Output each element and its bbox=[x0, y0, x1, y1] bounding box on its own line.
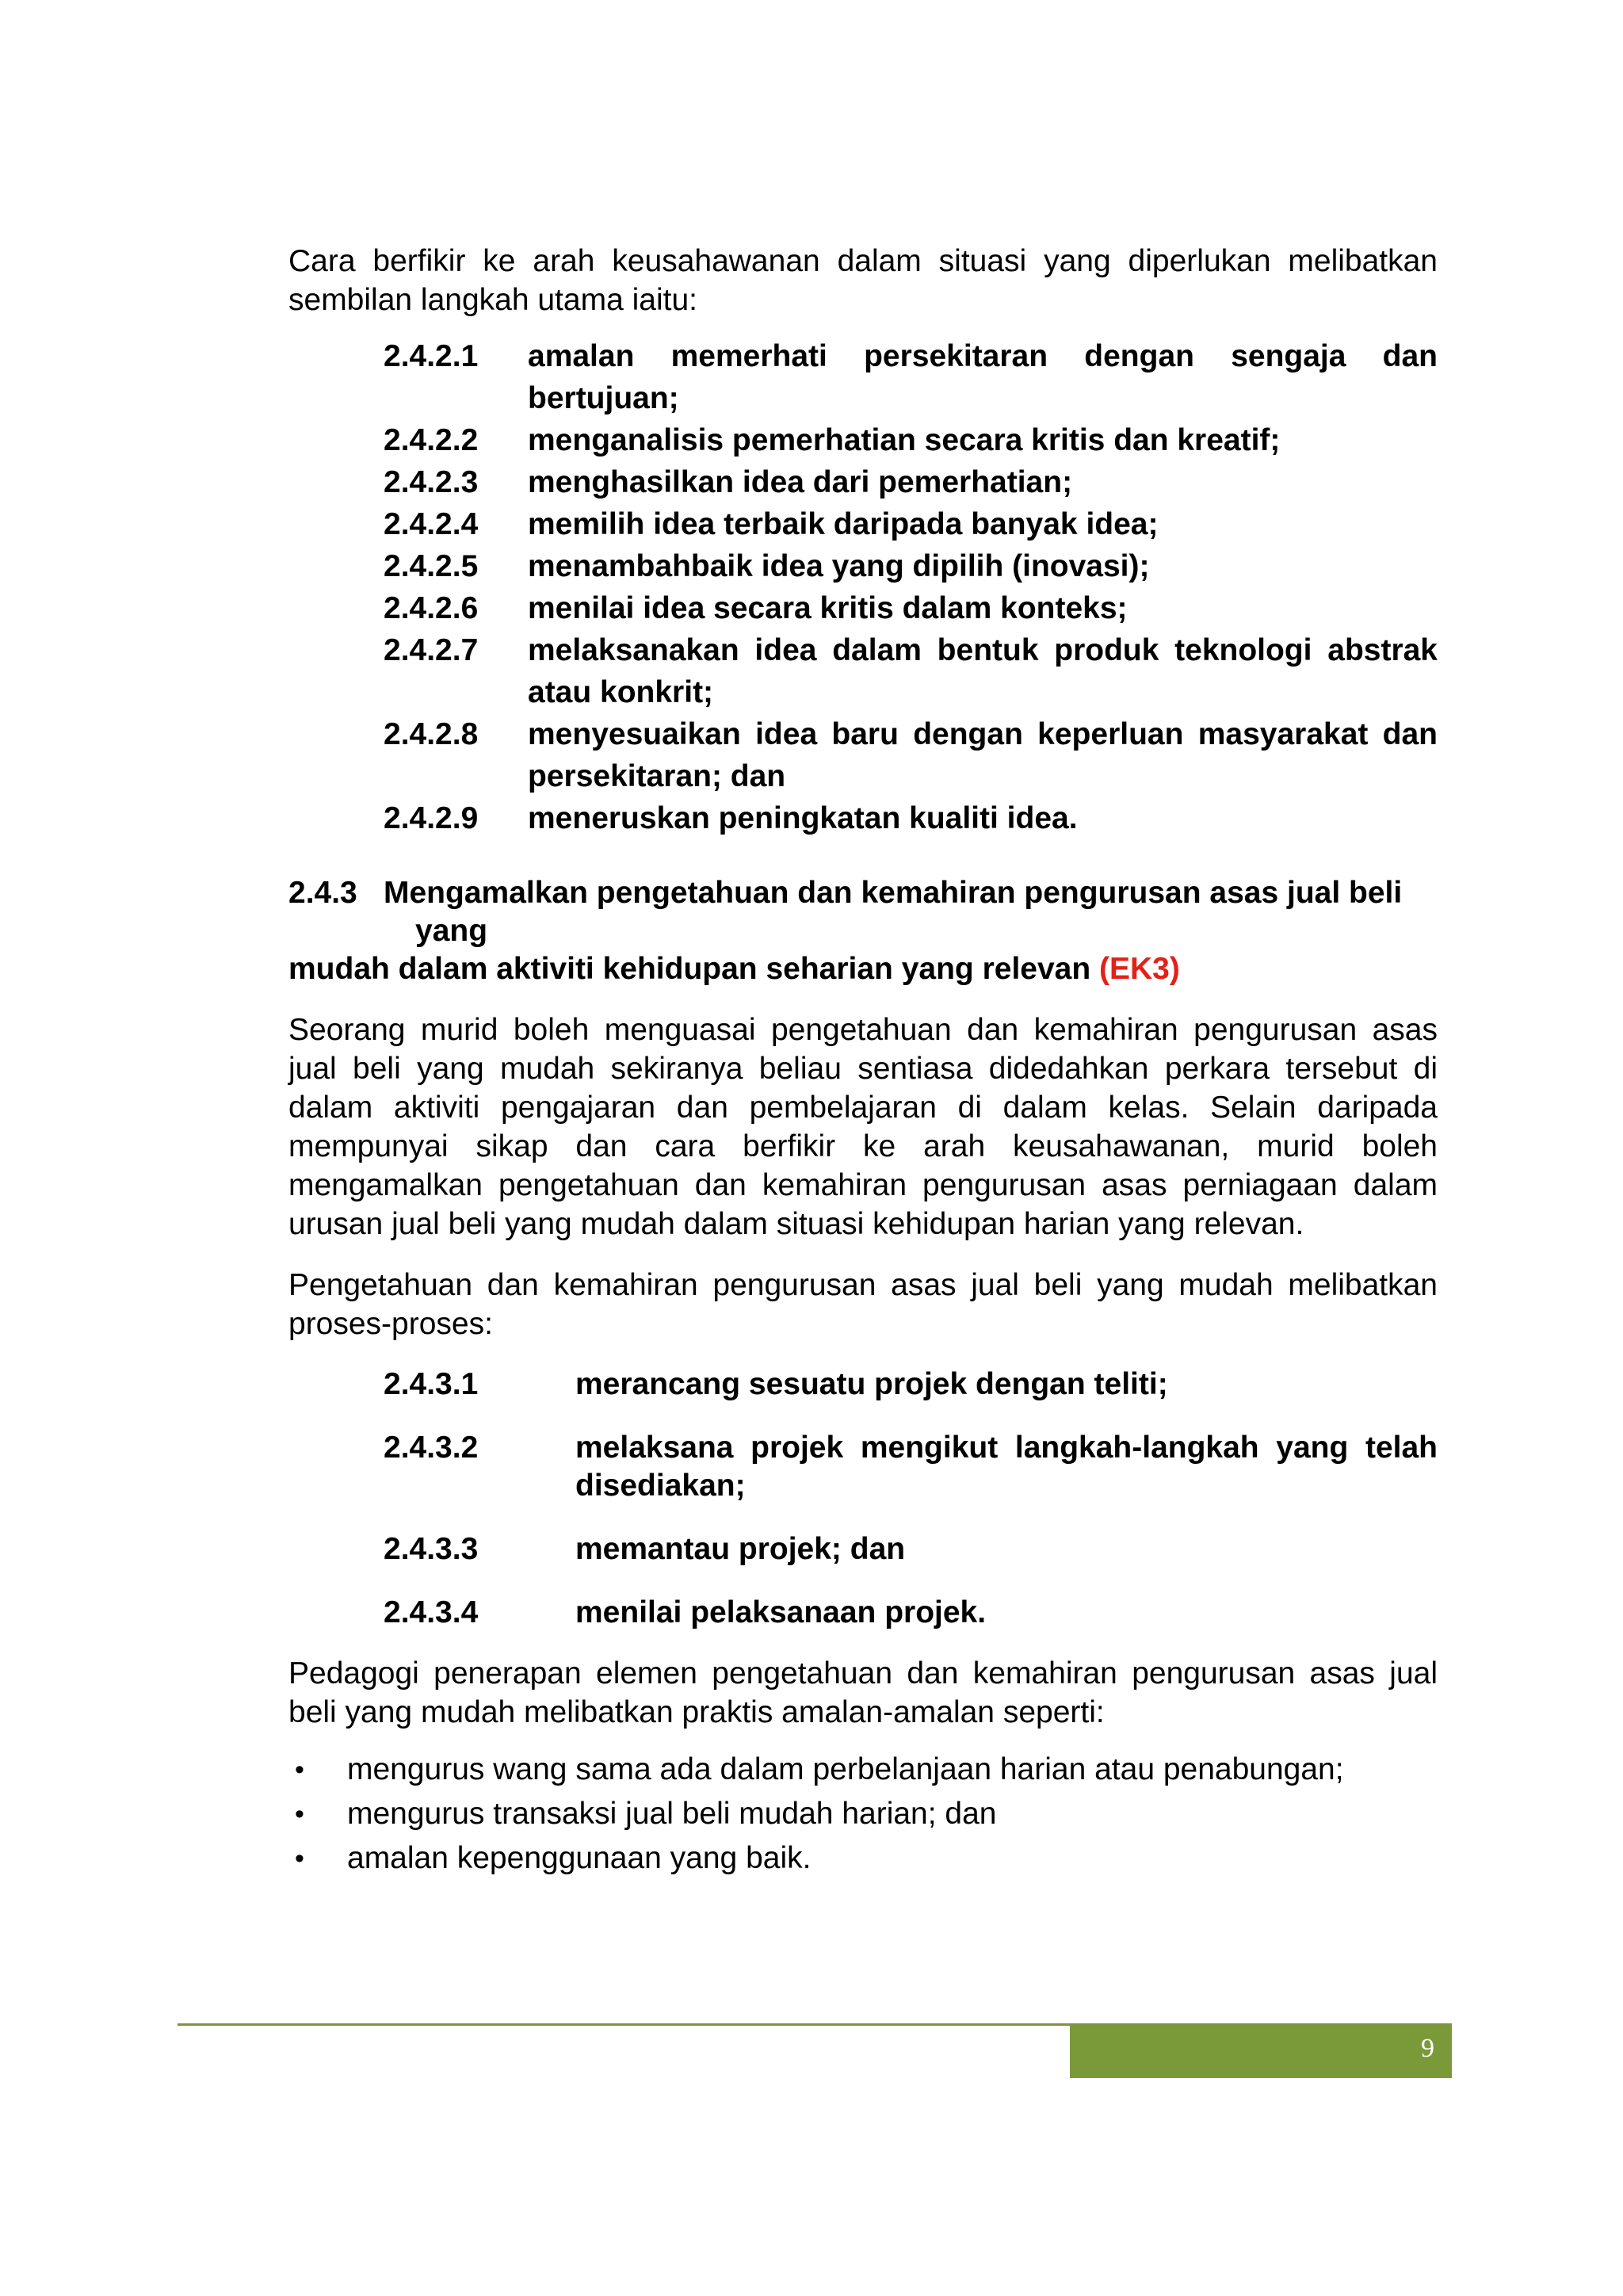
list-item bbox=[384, 1429, 1438, 1505]
item-text: menghasilkan idea dari pemerhatian; bbox=[528, 465, 1073, 499]
bullet-icon: • bbox=[295, 1843, 304, 1874]
item-number: 2.4.3.4 bbox=[384, 1595, 479, 1629]
item-text: meneruskan peningkatan kualiti idea. bbox=[528, 801, 1078, 835]
item-number: 2.4.3.2 bbox=[384, 1431, 479, 1465]
list-item bbox=[384, 797, 1438, 839]
item-number: 2.4.2.7 bbox=[384, 633, 479, 667]
paragraph-3: Pedagogi penerapan elemen pengetahuan dan kemahiran pengurusan asas jual beli yang mudah melibatkan praktis amalan-amalan seperti: bbox=[288, 1656, 1438, 1729]
list-item bbox=[384, 335, 1438, 419]
item-text: memilih idea terbaik daripada banyak idea; bbox=[528, 507, 1159, 541]
item-text: amalan memerhati persekitaran dengan sengaja dan bertujuan; bbox=[528, 339, 1438, 415]
item-number: 2.4.2.1 bbox=[384, 339, 479, 373]
list-item bbox=[384, 629, 1438, 713]
list-item bbox=[384, 1366, 1438, 1404]
practices-bullet-list bbox=[288, 1748, 1438, 1881]
item-text: memantau projek; dan bbox=[575, 1532, 906, 1566]
item-text: menilai pelaksanaan projek. bbox=[575, 1595, 987, 1629]
list-item bbox=[288, 1748, 1438, 1792]
bullet-icon: • bbox=[295, 1755, 304, 1785]
list-item bbox=[288, 1792, 1438, 1836]
list-item bbox=[384, 1594, 1438, 1632]
list-item bbox=[384, 545, 1438, 587]
bullet-icon: • bbox=[295, 1799, 304, 1829]
thinking-steps-list bbox=[288, 335, 1438, 839]
page-number-box bbox=[1070, 2026, 1452, 2078]
item-number: 2.4.3.1 bbox=[384, 1367, 479, 1401]
list-item bbox=[384, 587, 1438, 629]
item-text: merancang sesuatu projek dengan teliti; bbox=[575, 1367, 1168, 1401]
item-number: 2.4.2.4 bbox=[384, 507, 479, 541]
section-title-line3: mudah dalam aktiviti kehidupan seharian yang relevan bbox=[288, 952, 1100, 986]
section-number: 2.4.3 bbox=[288, 876, 357, 910]
item-text: menambahbaik idea yang dipilih (inovasi); bbox=[528, 549, 1150, 583]
item-text: melaksana projek mengikut langkah-langkah yang telah disediakan; bbox=[575, 1431, 1438, 1503]
item-text: menilai idea secara kritis dalam konteks; bbox=[528, 591, 1128, 625]
item-text: menganalisis pemerhatian secara kritis dan kreatif; bbox=[528, 423, 1281, 457]
intro-paragraph: Cara berfikir ke arah keusahawanan dalam situasi yang diperlukan melibatkan sembilan langkah utama iaitu: bbox=[288, 244, 1438, 317]
item-number: 2.4.2.6 bbox=[384, 591, 479, 625]
page-number: 9 bbox=[1421, 2034, 1434, 2063]
section-title-line2: yang bbox=[415, 914, 488, 948]
item-text: melaksanakan idea dalam bentuk produk teknologi abstrak atau konkrit; bbox=[528, 633, 1438, 709]
item-number: 2.4.2.8 bbox=[384, 717, 479, 751]
item-number: 2.4.2.2 bbox=[384, 423, 479, 457]
ek3-code: (EK3) bbox=[1099, 952, 1180, 986]
list-item bbox=[384, 419, 1438, 461]
section-title-line1: Mengamalkan pengetahuan dan kemahiran pengurusan asas jual beli bbox=[384, 876, 1403, 910]
item-text: menyesuaikan idea baru dengan keperluan masyarakat dan persekitaran; dan bbox=[528, 717, 1438, 793]
list-item bbox=[384, 503, 1438, 545]
paragraph-2: Pengetahuan dan kemahiran pengurusan asas jual beli yang mudah melibatkan proses-proses: bbox=[288, 1268, 1438, 1341]
list-item bbox=[288, 1836, 1438, 1881]
section-heading bbox=[288, 874, 1438, 988]
paragraph-1: Seorang murid boleh menguasai pengetahuan dan kemahiran pengurusan asas jual beli yang mudah sekiranya beliau sentiasa didedahkan perkara tersebut di dalam aktiviti pengajaran dan pembelajaran di dalam kelas. Selain daripada mempunyai sikap dan cara berfikir ke arah keusahawanan, murid boleh mengamalkan pengetahuan dan kemahiran pengurusan asas perniagaan dalam urusan jual beli yang mudah dalam situasi kehidupan harian yang relevan. bbox=[288, 1013, 1438, 1241]
bullet-text: amalan kepenggunaan yang baik. bbox=[347, 1841, 812, 1875]
bullet-text: mengurus transaksi jual beli mudah harian; dan bbox=[347, 1797, 997, 1831]
list-item bbox=[384, 713, 1438, 797]
bullet-text: mengurus wang sama ada dalam perbelanjaan harian atau penabungan; bbox=[347, 1752, 1344, 1786]
list-item bbox=[384, 461, 1438, 503]
list-item bbox=[384, 1530, 1438, 1568]
document-page bbox=[288, 242, 1438, 1881]
item-number: 2.4.2.5 bbox=[384, 549, 479, 583]
item-number: 2.4.3.3 bbox=[384, 1532, 479, 1566]
process-steps-list bbox=[288, 1366, 1438, 1632]
item-number: 2.4.2.3 bbox=[384, 465, 479, 499]
item-number: 2.4.2.9 bbox=[384, 801, 479, 835]
